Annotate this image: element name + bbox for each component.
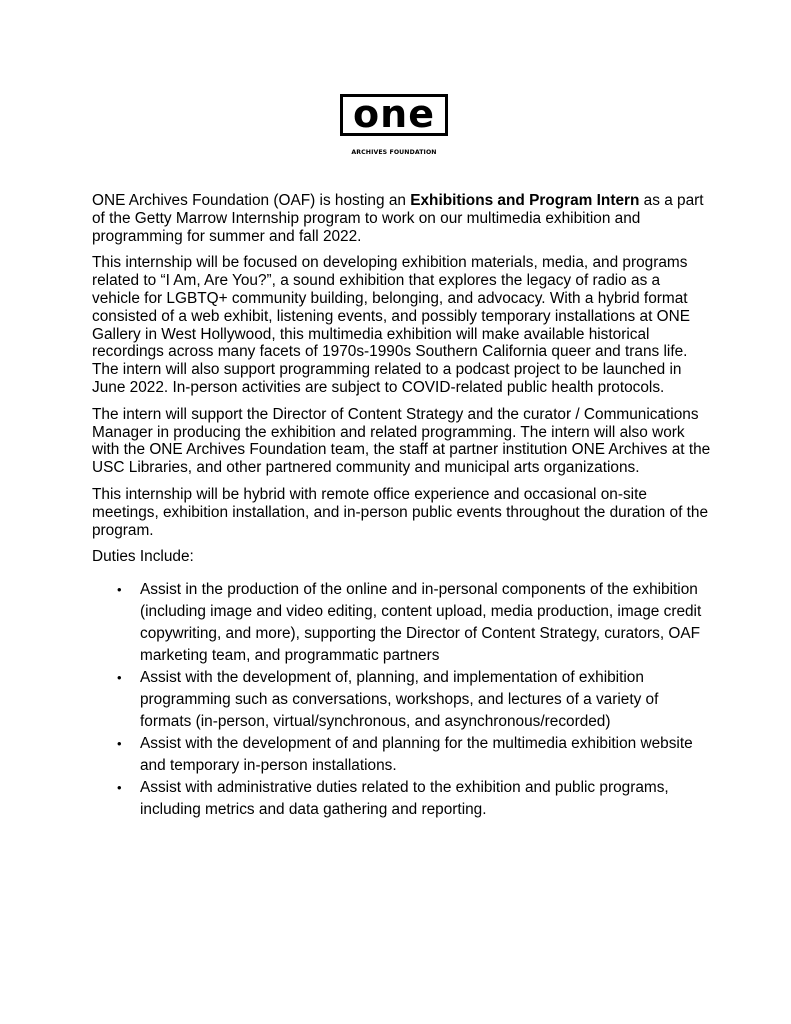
bullet-icon: • — [117, 780, 122, 796]
bullet-icon: • — [117, 736, 122, 752]
duties-list — [92, 579, 712, 821]
intro-text-start: ONE Archives Foundation (OAF) is hosting an — [92, 192, 411, 209]
duty-text: Assist with the development of, planning, and implementation of exhibition programming such as conversations, workshops, and lectures of a variety of formats (in-person, virtual/synchronous, and asynchronous/recorded) — [140, 669, 659, 731]
focus-paragraph: This internship will be focused on developing exhibition materials, media, and programs related to “I Am, Are You?”, a sound exhibition that explores the legacy of radio as a vehicle for LGBTQ+ community building, belonging, and advocacy. With a hybrid format consisted of a web exhibit, listening events, and possibly temporary installations at ONE Gallery in West Hollywood, this multimedia exhibition will make available historical recordings across many facets of 1970s-1990s Southern California queer and trans life. The intern will also support programming related to a podcast project to be launched in June 2022. In-person activities are subject to COVID-related public health protocols. — [92, 254, 690, 396]
bullet-icon: • — [117, 582, 122, 598]
logo-wordmark: one — [353, 91, 435, 136]
intro-text-end: as a part of the Getty Marrow Internship program to work on our multimedia exhibition and programming for summer and fall 2022. — [92, 192, 704, 245]
logo-subtitle: ARCHIVES FOUNDATION — [351, 149, 437, 156]
duties-heading: Duties Include: — [92, 548, 194, 566]
list-item — [92, 733, 712, 777]
list-item — [92, 667, 712, 733]
intern-title: Exhibitions and Program Intern — [410, 192, 640, 209]
duty-text: Assist in the production of the online and in-personal components of the exhibition (including image and video editing, content upload, media production, image credit copywriting, and more), supporting the Director of Content Strategy, curators, OAF marketing team, and programmatic partners — [140, 581, 702, 665]
logo-box — [340, 91, 448, 136]
list-item — [92, 579, 712, 667]
intro-paragraph — [92, 192, 712, 245]
document-body — [92, 192, 712, 821]
list-item — [92, 777, 712, 821]
one-archives-logo — [340, 91, 454, 158]
support-paragraph: The intern will support the Director of Content Strategy and the curator / Communications Manager in producing the exhibition and related programming. The intern will also work with the ONE Archives Foundation team, the staff at partner institution ONE Archives at the USC Libraries, and other partnered community and municipal arts organizations. — [92, 405, 711, 477]
format-paragraph: This internship will be hybrid with remote office experience and occasional on-site meetings, exhibition installation, and in-person public events throughout the duration of the program. — [92, 485, 709, 539]
bullet-icon: • — [117, 670, 122, 686]
duty-text: Assist with the development of and planning for the multimedia exhibition website and temporary in-person installations. — [140, 735, 693, 775]
duty-text: Assist with administrative duties related to the exhibition and public programs, including metrics and data gathering and reporting. — [140, 779, 669, 819]
